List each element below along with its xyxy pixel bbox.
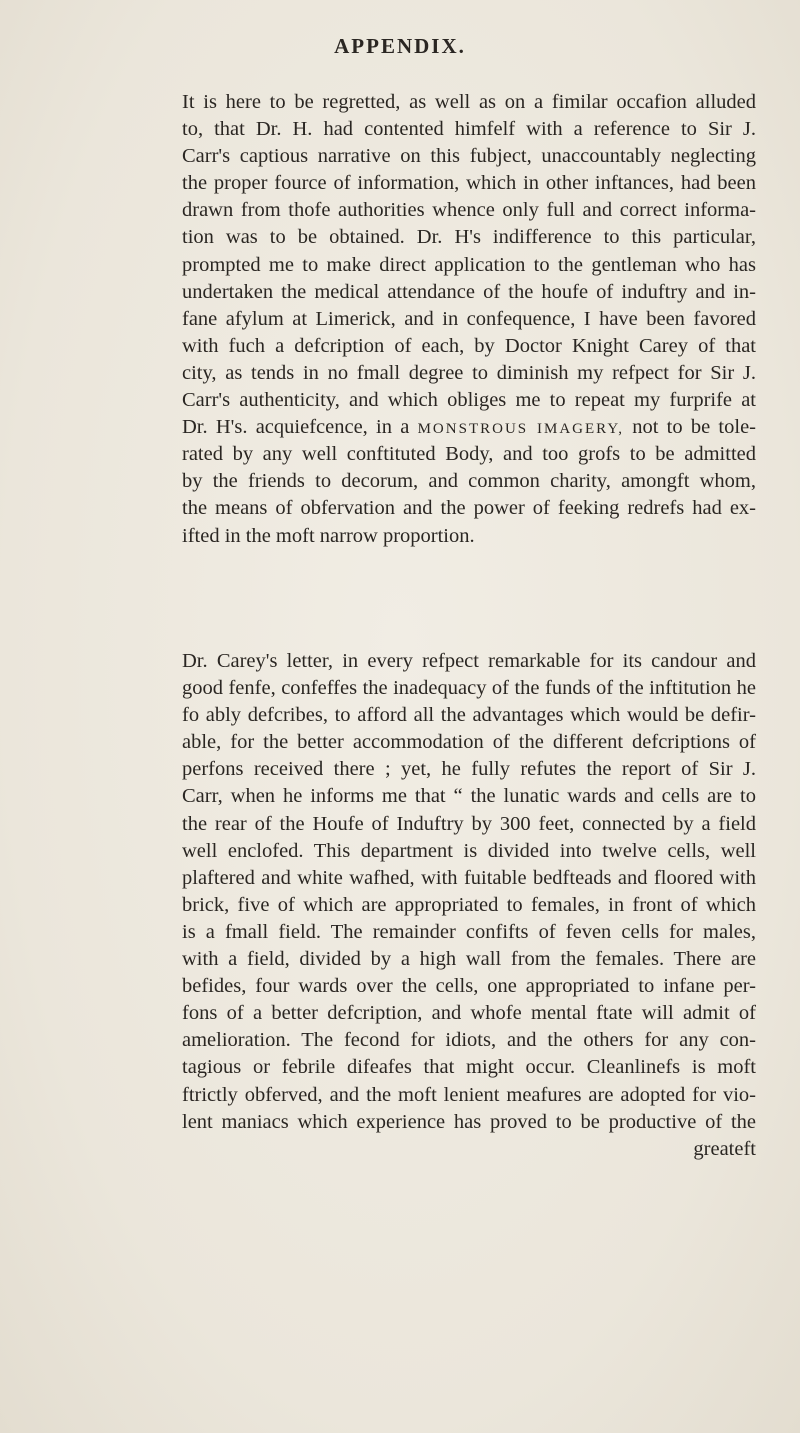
text-line: city, as tends in no fmall degree to diminish my refpect for Sir J. bbox=[182, 361, 756, 384]
text-line: plaftered and white wafhed, with fuitable bedfteads and floored with bbox=[182, 866, 756, 889]
text-line: Carr, when he informs me that “ the lunatic wards and cells are to bbox=[182, 785, 756, 808]
text-line: good fenfe, confeffes the inadequacy of the funds of the inftitution he bbox=[182, 677, 756, 700]
text-line: Carr's authenticity, and which obliges me to repeat my furprife at bbox=[182, 389, 756, 412]
text-line: rated by any well conftituted Body, and too grofs to be admitted bbox=[182, 443, 756, 466]
catchword: greateft bbox=[693, 1137, 756, 1160]
text-line: tagious or febrile difeafes that might occur. Cleanlinefs is moft bbox=[182, 1056, 756, 1079]
text-line: well enclofed. This department is divided into twelve cells, well bbox=[182, 839, 756, 862]
text-line: undertaken the medical attendance of the houfe of induftry and in- bbox=[182, 280, 756, 303]
text-line: fons of a better defcription, and whofe mental ftate will admit of bbox=[182, 1002, 756, 1025]
text-line: It is here to be regretted, as well as on a fimilar occafion alluded bbox=[182, 91, 756, 113]
text-line: befides, four wards over the cells, one appropriated to infane per- bbox=[182, 975, 756, 998]
text-line: fane afylum at Limerick, and in confequence, I have been favored bbox=[182, 307, 756, 330]
text-line: Carr's captious narrative on this fubject, unaccountably neglecting bbox=[182, 145, 756, 168]
text-segment: Dr. H's. acquiefcence, in a bbox=[182, 416, 410, 439]
text-line: ifted in the moft narrow proportion. bbox=[182, 524, 475, 547]
paragraph-1 bbox=[182, 89, 756, 550]
running-title: APPENDIX. bbox=[334, 34, 466, 58]
text-line: is a fmall field. The remainder confifts of feven cells for males, bbox=[182, 920, 756, 943]
text-line: able, for the better accommodation of the different defcriptions of bbox=[182, 731, 756, 754]
text-line: tion was to be obtained. Dr. H's indifference to this particular, bbox=[182, 226, 756, 249]
text-line: brick, five of which are appropriated to females, in front of which bbox=[182, 893, 756, 916]
text-line: drawn from thofe authorities whence only full and correct informa- bbox=[182, 199, 756, 222]
text-line: the rear of the Houfe of Induftry by 300 feet, connected by a field bbox=[182, 812, 756, 835]
text-line: with a field, divided by a high wall from the females. There are bbox=[182, 948, 756, 971]
text-line: by the friends to decorum, and common charity, amongft whom, bbox=[182, 470, 756, 493]
text-line: the proper fource of information, which in other inftances, had been bbox=[182, 172, 756, 195]
text-line: lent maniacs which experience has proved to be productive of the bbox=[182, 1110, 756, 1133]
text-line: Dr. Carey's letter, in every refpect remarkable for its candour and bbox=[182, 650, 756, 672]
text-line: ftrictly obferved, and the moft lenient meafures are adopted for vio- bbox=[182, 1083, 756, 1106]
text-line: perfons received there ; yet, he fully refutes the report of Sir J. bbox=[182, 758, 756, 781]
text-line: to, that Dr. H. had contented himfelf with a reference to Sir J. bbox=[182, 118, 756, 141]
paragraph-2 bbox=[182, 648, 756, 1163]
text-line: with fuch a defcription of each, by Doctor Knight Carey of that bbox=[182, 334, 756, 357]
text-line: amelioration. The fecond for idiots, and the others for any con- bbox=[182, 1029, 756, 1052]
text-line: prompted me to make direct application to the gentleman who has bbox=[182, 253, 756, 276]
text-line-mixed bbox=[182, 414, 756, 441]
smallcaps-phrase: MONSTROUS IMAGERY, bbox=[417, 421, 624, 438]
text-line: the means of obfervation and the power of feeking redrefs had ex- bbox=[182, 497, 756, 520]
text-segment: not to be tole- bbox=[632, 416, 757, 439]
text-line: fo ably defcribes, to afford all the advantages which would be defir- bbox=[182, 704, 756, 727]
